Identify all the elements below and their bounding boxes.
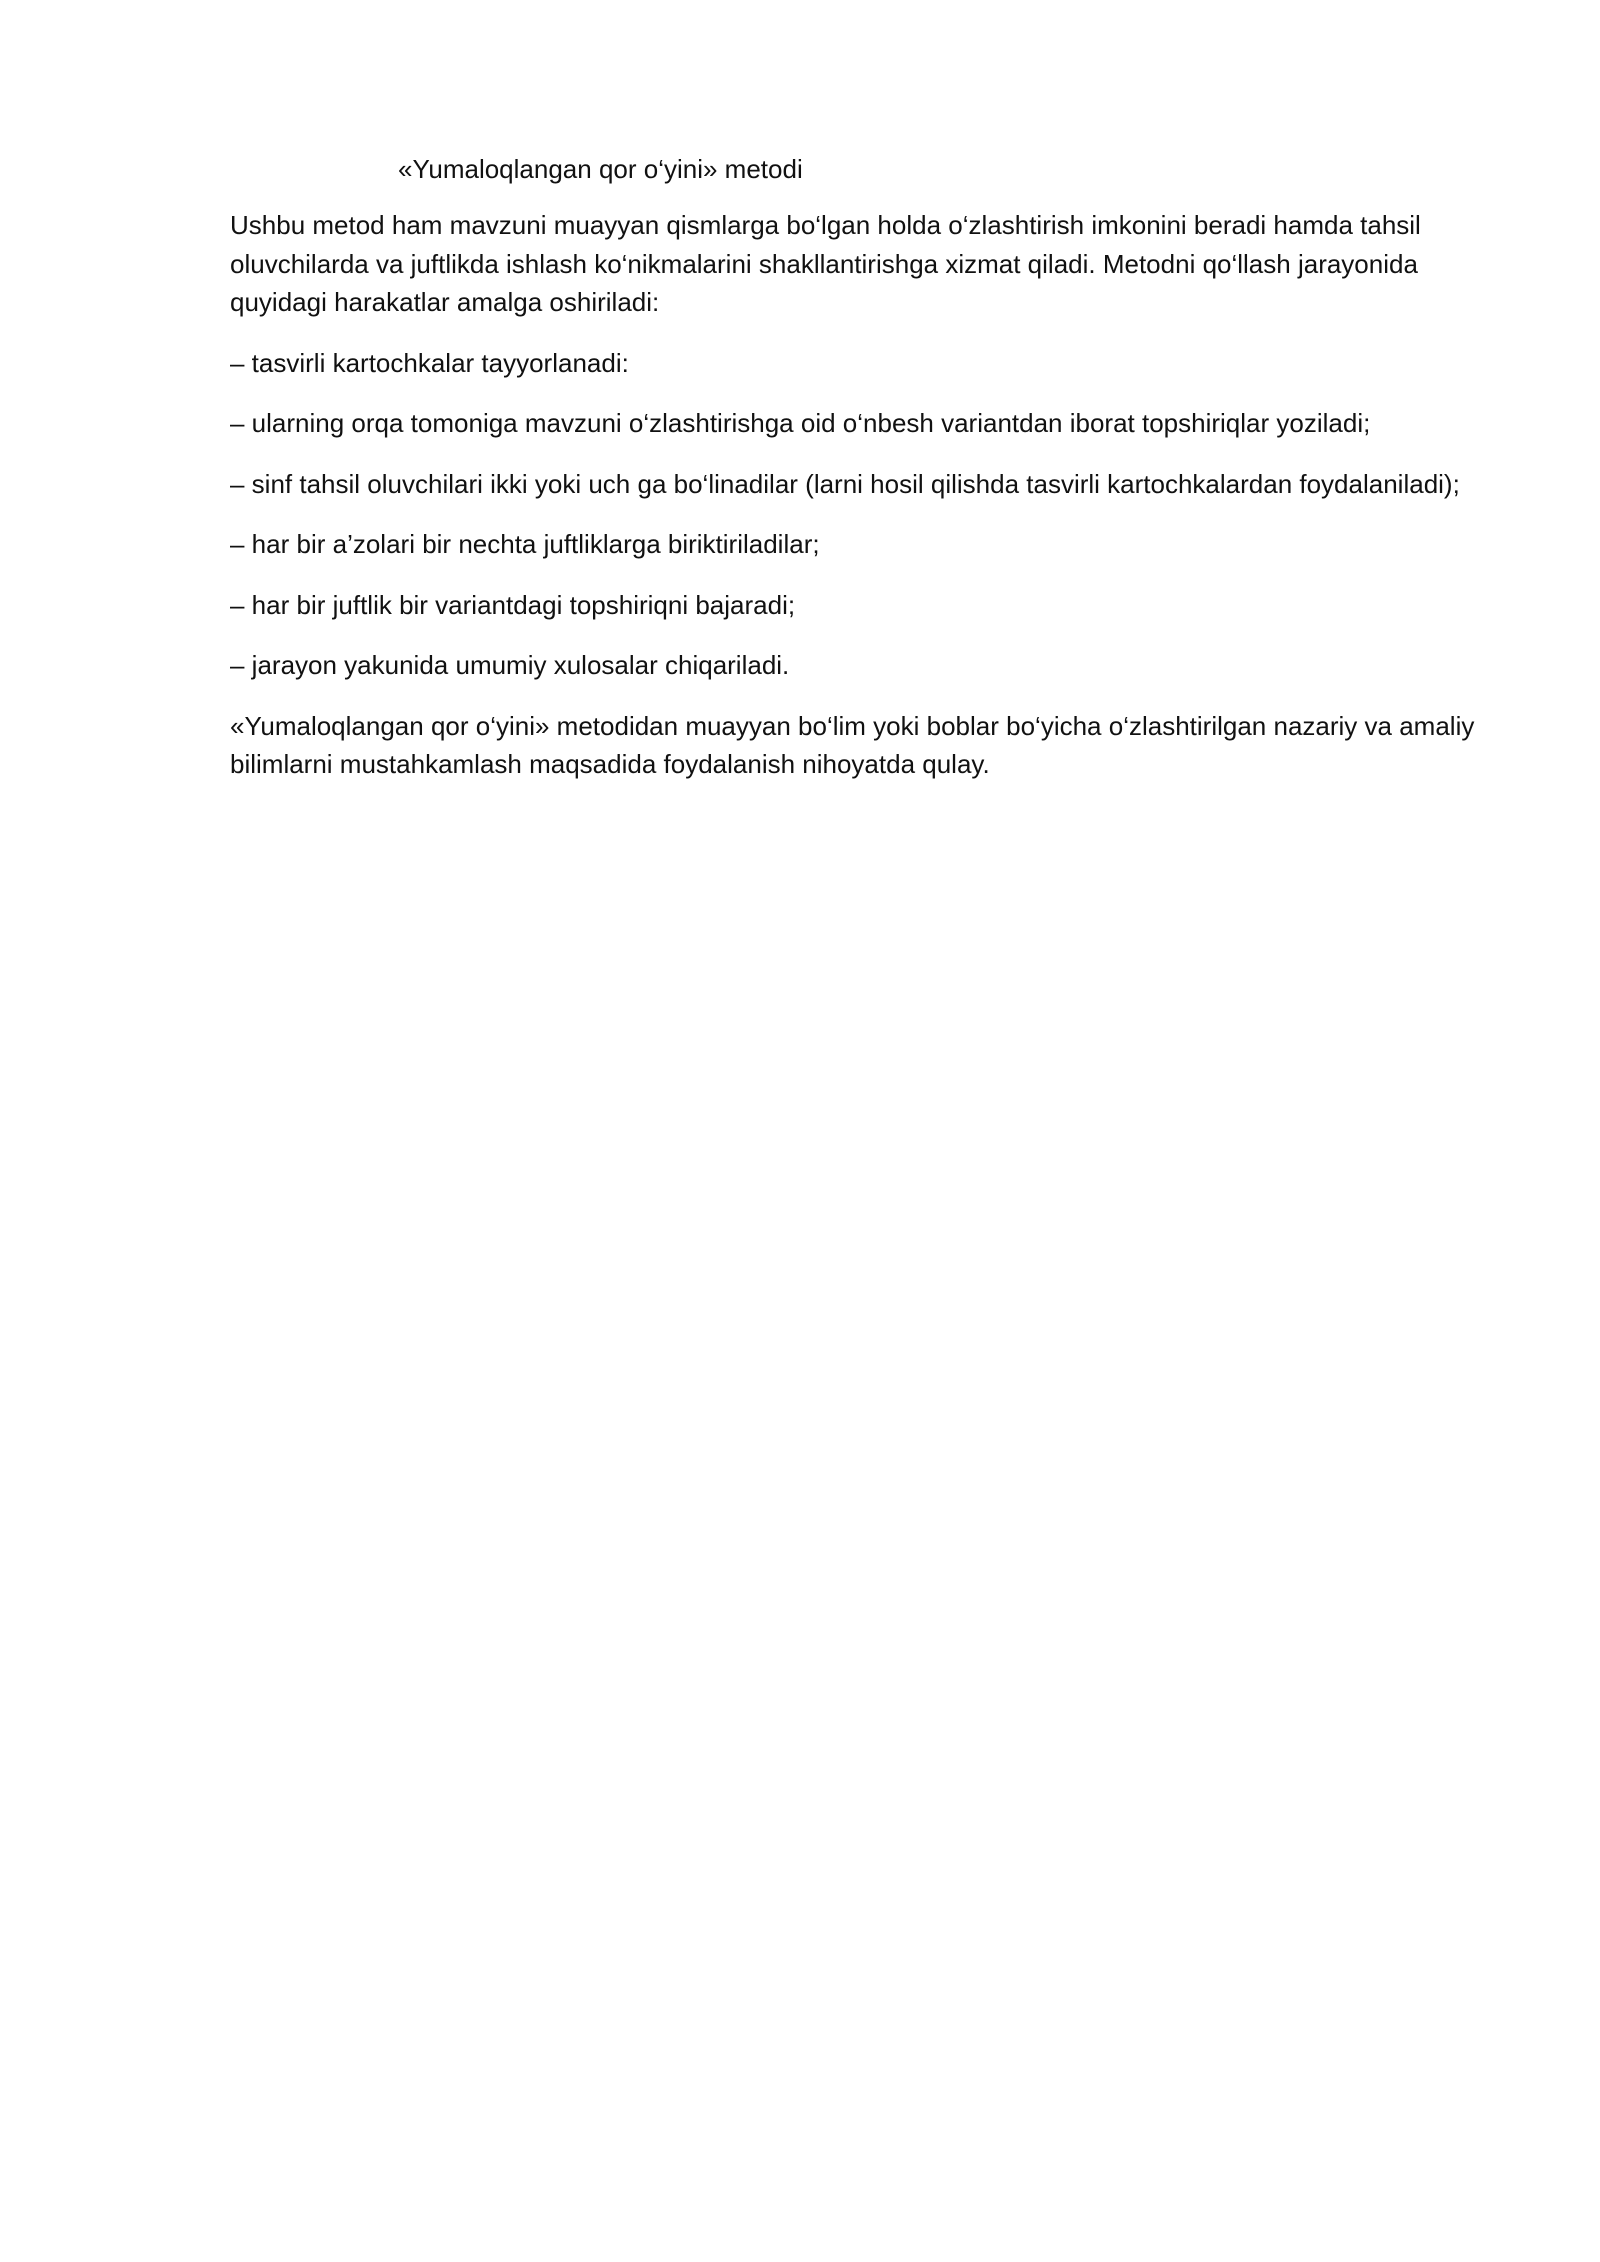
step-item-2: – ularning orqa tomoniga mavzuni o‘zlashtirishga oid o‘nbesh variantdan iborat topshiriqlar yoziladi; bbox=[230, 408, 1371, 438]
intro-paragraph: Ushbu metod ham mavzuni muayyan qismlarga bo‘lgan holda o‘zlashtirish imkonini beradi hamda tahsil oluvchilarda va juftlikda ishlash ko‘nikmalarini shakllantirishga xizmat qiladi. Metodni qo‘llash jarayonida quyidagi harakatlar amalga oshiriladi: bbox=[230, 210, 1421, 317]
conclusion-paragraph: «Yumaloqlangan qor o‘yini» metodidan muayyan bo‘lim yoki boblar bo‘yicha o‘zlashtirilgan nazariy va amaliy bilimlarni mustahkamlash maqsadida foydalanish nihoyatda qulay. bbox=[230, 710, 1475, 779]
step-item-6: – jarayon yakunida umumiy xulosalar chiqariladi. bbox=[230, 650, 790, 680]
step-item-5: – har bir juftlik bir variantdagi topshiriqni bajaradi; bbox=[230, 589, 796, 620]
step-item-3: – sinf tahsil oluvchilari ikki yoki uch ga bo‘linadilar (larni hosil qilishda tasvirli kartochkalardan foydalaniladi); bbox=[230, 468, 1460, 499]
step-item-1: – tasvirli kartochkalar tayyorlanadi: bbox=[230, 347, 629, 378]
step-item-4: – har bir a’zolari bir nechta juftliklarga biriktiriladilar; bbox=[230, 529, 820, 559]
document-body bbox=[230, 150, 1490, 806]
document-title: «Yumaloqlangan qor o‘yini» metodi bbox=[398, 154, 803, 184]
